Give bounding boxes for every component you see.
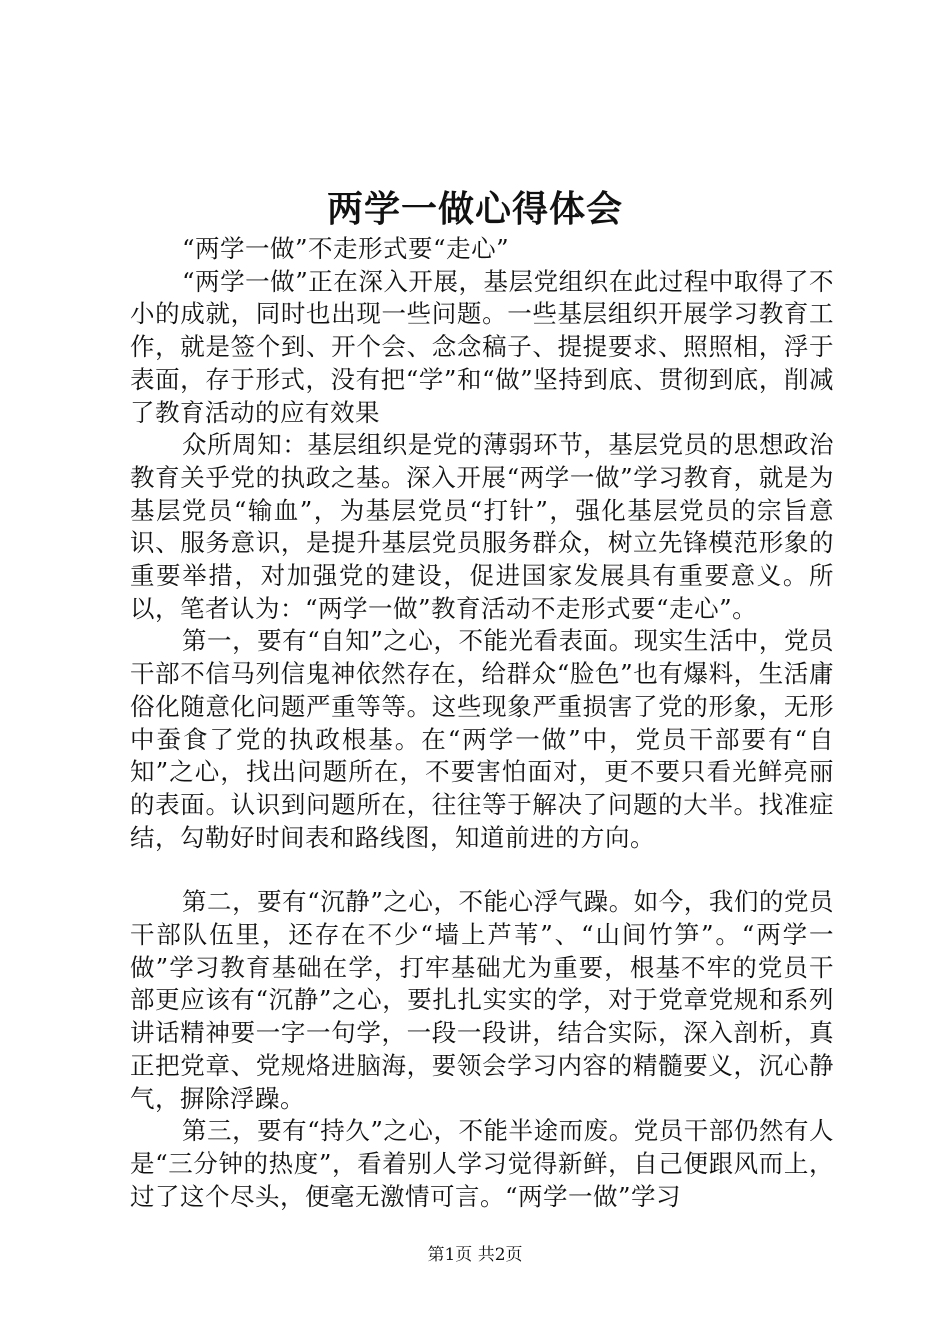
subtitle-paragraph: “两学一做”不走形式要“走心” [182,234,510,263]
document-body [130,233,834,1213]
point-two-paragraph: 第二，要有“沉静”之心，不能心浮气躁。如今，我们的党员干部队伍里，还存在不少“墙上芦苇”、“山间竹笋”。“两学一做”学习教育基础在学，打牢基础尤为重要，根基不牢的党员干部更应该有“沉静”之心，要扎扎实实的学，对于党章党规和系列讲话精神要一字一句学，一段一段讲，结合实际，深入剖析，真正把党章、党规烙进脑海，要领会学习内容的精髓要义，沉心静气，摒除浮躁。 [130,887,834,1113]
page-number-footer: 第1页 共2页 [427,1245,523,1265]
intro-paragraph: “两学一做”正在深入开展，基层党组织在此过程中取得了不小的成就，同时也出现一些问题。一些基层组织开展学习教育工作，就是签个到、开个会、念念稿子、提提要求、照照相，浮于表面，存于形式，没有把“学”和“做”坚持到底、贯彻到底，削减了教育活动的应有效果 [130,266,834,427]
point-three-paragraph: 第三，要有“持久”之心，不能半途而废。党员干部仍然有人是“三分钟的热度”，看着别人学习觉得新鲜，自己便跟风而上，过了这个尽头，便毫无激情可言。“两学一做”学习 [130,1116,834,1211]
paragraph-spacer [130,854,834,886]
document-title: 两学一做心得体会 [326,188,623,230]
point-one-paragraph: 第一，要有“自知”之心，不能光看表面。现实生活中，党员干部不信马列信鬼神依然存在，给群众“脸色”也有爆料，生活庸俗化随意化问题严重等等。这些现象严重损害了党的形象，无形中蚕食了党的执政根基。在“两学一做”中，党员干部要有“自知”之心，找出问题所在，不要害怕面对，更不要只看光鲜亮丽的表面。认识到问题所在，往往等于解决了问题的大半。找准症结，勾勒好时间表和路线图，知道前进的方向。 [130,626,834,852]
context-paragraph: 众所周知：基层组织是党的薄弱环节，基层党员的思想政治教育关乎党的执政之基。深入开展“两学一做”学习教育，就是为基层党员“输血”，为基层党员“打针”，强化基层党员的宗旨意识、服务意识，是提升基层党员服务群众，树立先锋模范形象的重要举措，对加强党的建设，促进国家发展具有重要意义。所以，笔者认为：“两学一做”教育活动不走形式要“走心”。 [130,430,834,623]
